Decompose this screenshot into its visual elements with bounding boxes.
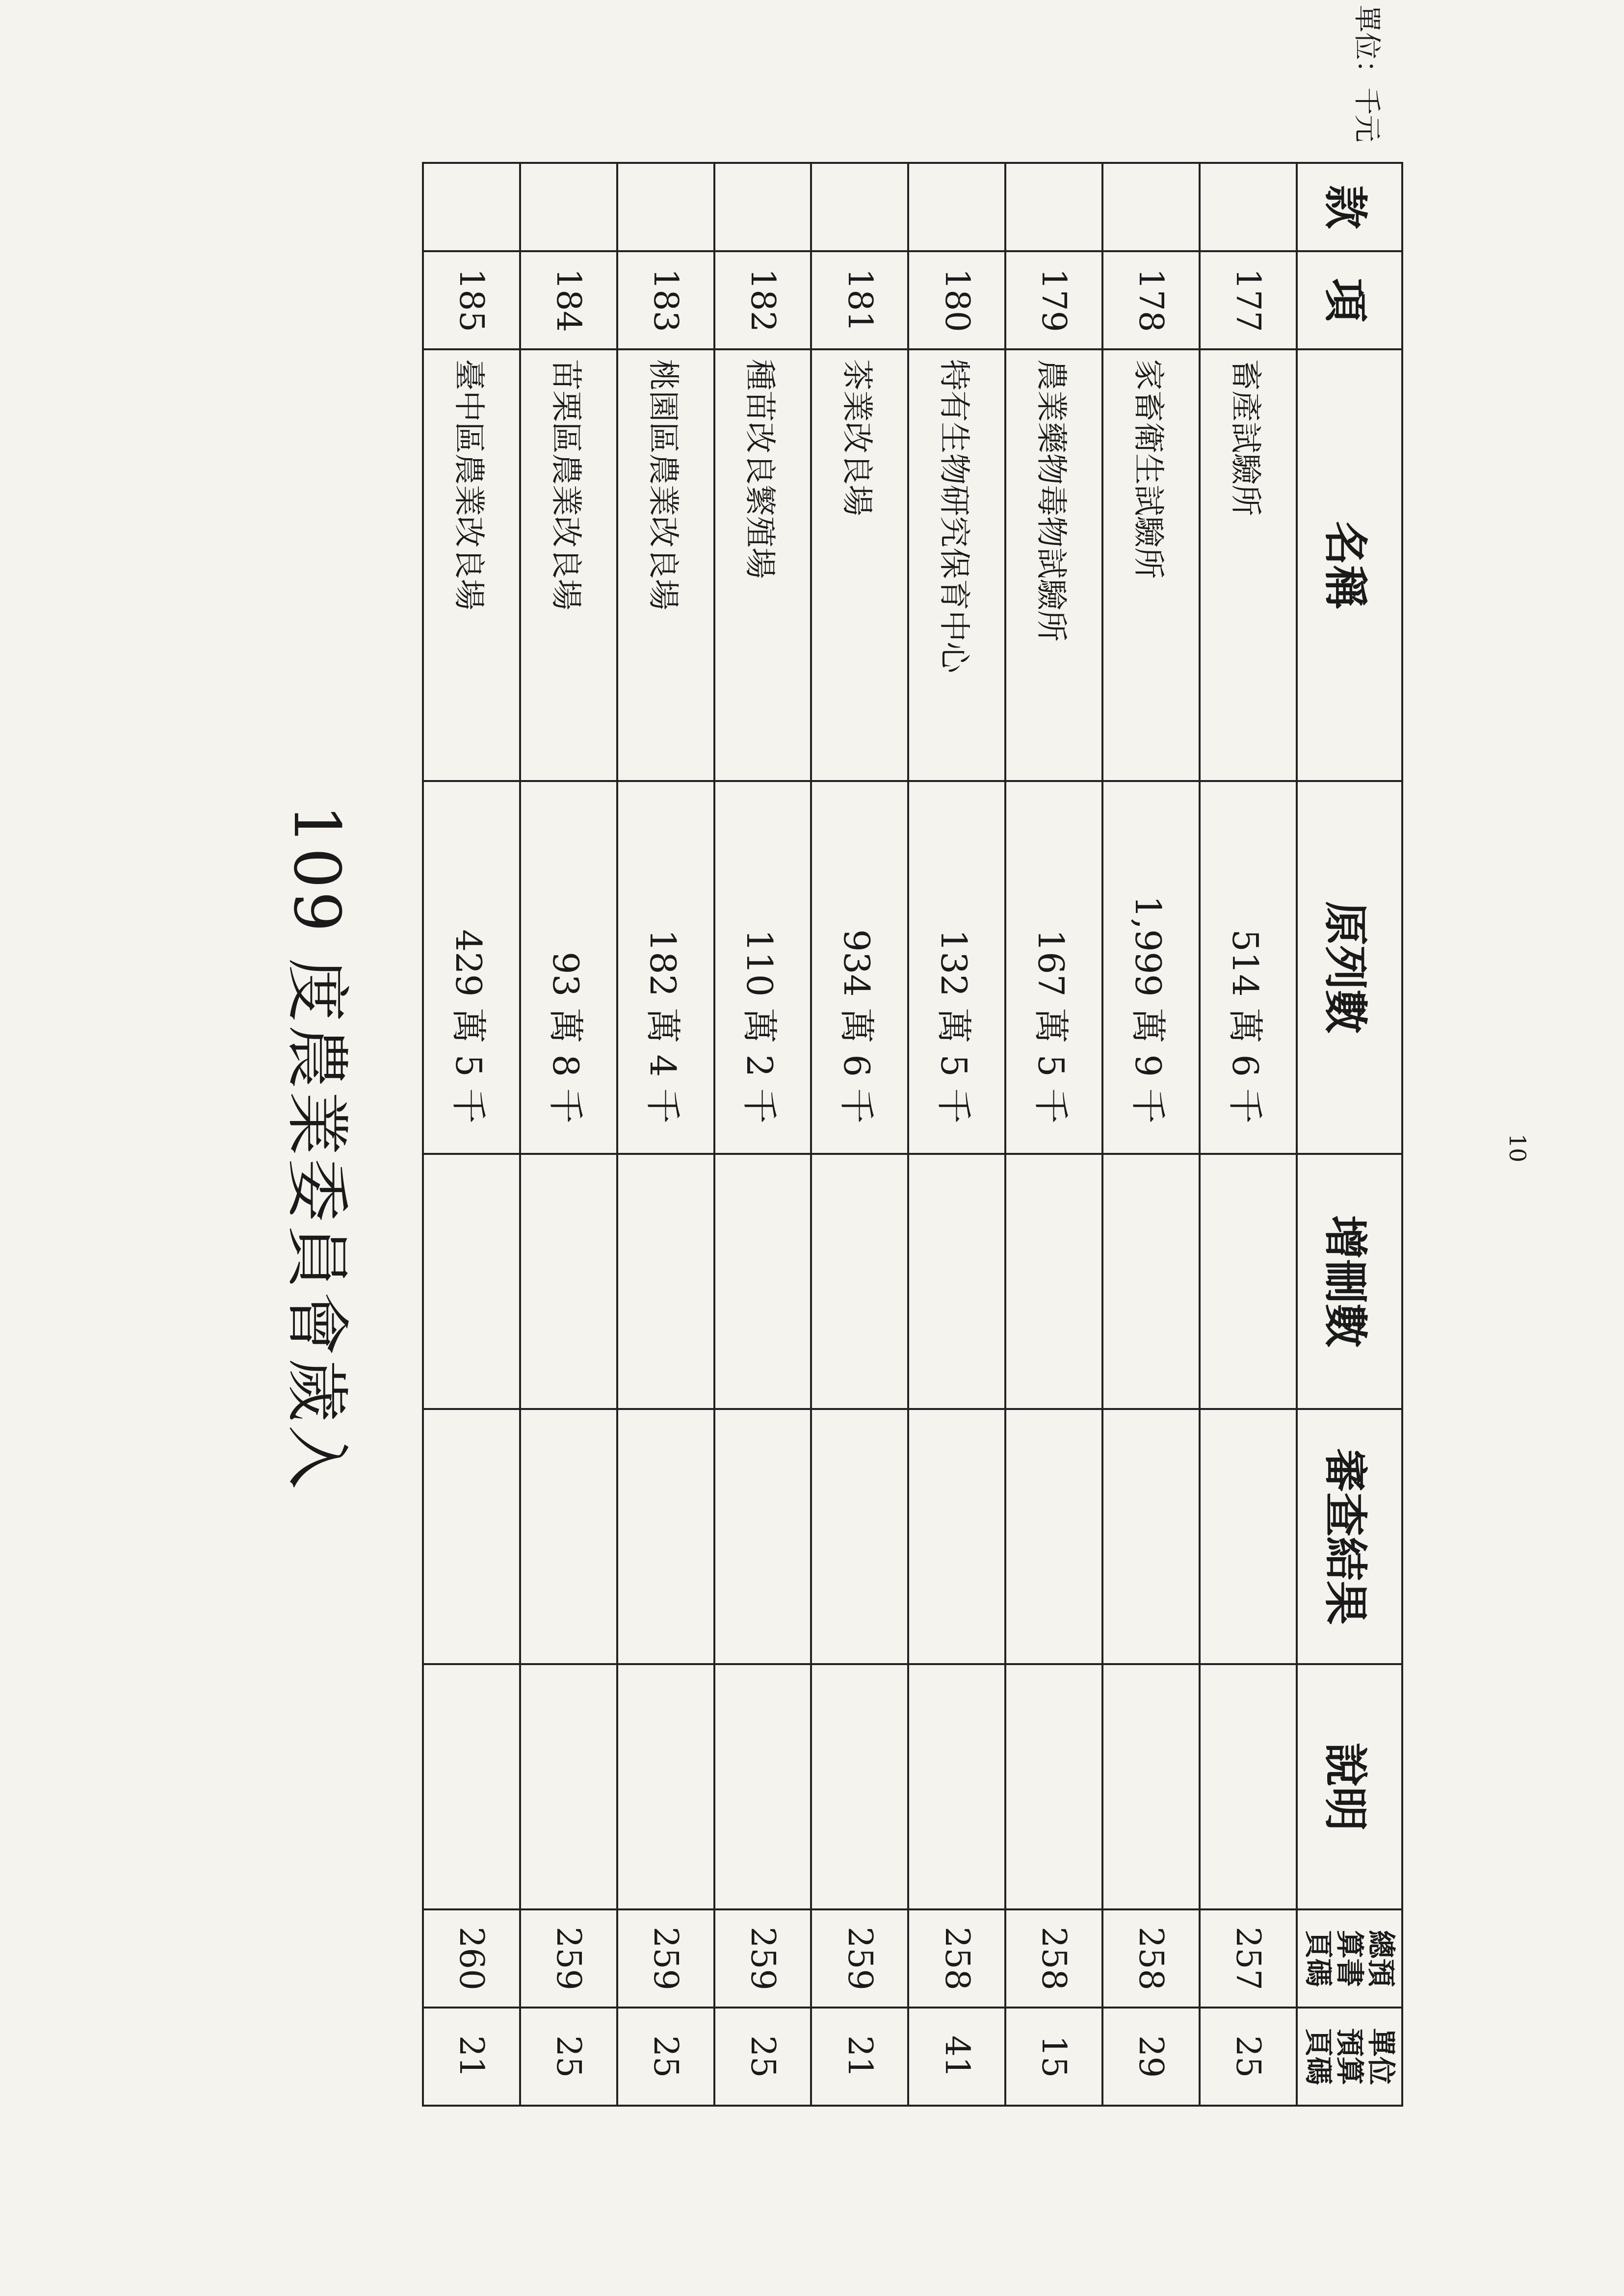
table-row [714, 163, 812, 2106]
header-amount: 原列數 [1297, 781, 1402, 1154]
cell-unit-page: 25 [520, 2008, 617, 2106]
table-row [908, 163, 1005, 2106]
cell-total-page: 258 [908, 1909, 1005, 2008]
cell-note [714, 1664, 812, 1909]
cell-xiang: 179 [1005, 251, 1102, 349]
cell-amount: 1,999 萬 9 千 [1102, 781, 1200, 1154]
cell-unit-page: 25 [714, 2008, 812, 2106]
cell-xiang: 183 [617, 251, 714, 349]
page-number: 10 [1504, 1133, 1531, 1163]
cell-change [423, 1154, 520, 1409]
cell-name: 桃園區農業改良場 [617, 349, 714, 781]
cell-change [714, 1154, 812, 1409]
cell-xiang: 181 [811, 251, 908, 349]
cell-unit-page: 29 [1102, 2008, 1200, 2106]
cell-result [908, 1409, 1005, 1664]
cell-unit-page: 41 [908, 2008, 1005, 2106]
cell-amount: 167 萬 5 千 [1005, 781, 1102, 1154]
cell-kuan [811, 163, 908, 251]
header-change: 增刪數 [1297, 1154, 1402, 1409]
cell-kuan [908, 163, 1005, 251]
header-xiang: 項 [1297, 251, 1402, 349]
cell-note [520, 1664, 617, 1909]
header-kuan: 款 [1297, 163, 1402, 251]
cell-xiang: 178 [1102, 251, 1200, 349]
budget-table [422, 162, 1403, 2107]
cell-kuan [520, 163, 617, 251]
cell-change [1200, 1154, 1297, 1409]
cell-total-page: 257 [1200, 1909, 1297, 2008]
cell-result [1200, 1409, 1297, 1664]
cell-kuan [714, 163, 812, 251]
header-note: 說明 [1297, 1664, 1402, 1909]
header-result: 審查結果 [1297, 1409, 1402, 1664]
cell-total-page: 259 [617, 1909, 714, 2008]
cell-amount: 110 萬 2 千 [714, 781, 812, 1154]
cell-amount: 514 萬 6 千 [1200, 781, 1297, 1154]
cell-name: 農業藥物毒物試驗所 [1005, 349, 1102, 781]
cell-kuan [1005, 163, 1102, 251]
cell-change [1102, 1154, 1200, 1409]
cell-name: 家畜衛生試驗所 [1102, 349, 1200, 781]
cell-xiang: 180 [908, 251, 1005, 349]
cell-xiang: 185 [423, 251, 520, 349]
table-row [520, 163, 617, 2106]
cell-name: 特有生物研究保育中心 [908, 349, 1005, 781]
cell-result [520, 1409, 617, 1664]
cell-total-page: 259 [811, 1909, 908, 2008]
cell-note [1200, 1664, 1297, 1909]
cell-result [1005, 1409, 1102, 1664]
cell-total-page: 259 [520, 1909, 617, 2008]
cell-xiang: 184 [520, 251, 617, 349]
cell-xiang: 177 [1200, 251, 1297, 349]
table-row [617, 163, 714, 2106]
cell-amount: 93 萬 8 千 [520, 781, 617, 1154]
cell-amount: 429 萬 5 千 [423, 781, 520, 1154]
table-row [1102, 163, 1200, 2106]
cell-total-page: 258 [1102, 1909, 1200, 2008]
cell-total-page: 259 [714, 1909, 812, 2008]
cell-change [520, 1154, 617, 1409]
cell-name: 種苗改良繁殖場 [714, 349, 812, 781]
cell-unit-page: 21 [811, 2008, 908, 2106]
cell-name: 苗栗區農業改良場 [520, 349, 617, 781]
cell-result [423, 1409, 520, 1664]
cell-kuan [1200, 163, 1297, 251]
cell-note [908, 1664, 1005, 1909]
table-row [1005, 163, 1102, 2106]
cell-result [1102, 1409, 1200, 1664]
cell-name: 茶業改良場 [811, 349, 908, 781]
cell-amount: 182 萬 4 千 [617, 781, 714, 1154]
cell-note [1005, 1664, 1102, 1909]
header-name: 名稱 [1297, 349, 1402, 781]
cell-amount: 132 萬 5 千 [908, 781, 1005, 1154]
cell-amount: 934 萬 6 千 [811, 781, 908, 1154]
cell-unit-page: 25 [617, 2008, 714, 2106]
table-row [1200, 163, 1297, 2106]
cell-note [811, 1664, 908, 1909]
table-body [423, 163, 1297, 2106]
cell-kuan [423, 163, 520, 251]
cell-name: 臺中區農業改良場 [423, 349, 520, 781]
document-title: 109 度農業委員會歲入 [280, 804, 354, 1492]
cell-change [908, 1154, 1005, 1409]
cell-note [617, 1664, 714, 1909]
cell-kuan [1102, 163, 1200, 251]
cell-total-page: 260 [423, 1909, 520, 2008]
cell-unit-page: 15 [1005, 2008, 1102, 2106]
cell-result [714, 1409, 812, 1664]
cell-unit-page: 25 [1200, 2008, 1297, 2106]
cell-change [1005, 1154, 1102, 1409]
cell-result [811, 1409, 908, 1664]
budget-table-wrap [422, 162, 1403, 2085]
cell-change [617, 1154, 714, 1409]
header-unit-page: 單位預算頁碼 [1297, 2008, 1402, 2106]
cell-kuan [617, 163, 714, 251]
unit-label: 單位：千元 [1351, 5, 1383, 142]
cell-note [423, 1664, 520, 1909]
table-row [811, 163, 908, 2106]
cell-total-page: 258 [1005, 1909, 1102, 2008]
cell-change [811, 1154, 908, 1409]
cell-unit-page: 21 [423, 2008, 520, 2106]
cell-xiang: 182 [714, 251, 812, 349]
table-row [423, 163, 520, 2106]
cell-result [617, 1409, 714, 1664]
cell-name: 畜產試驗所 [1200, 349, 1297, 781]
cell-note [1102, 1664, 1200, 1909]
header-total-page: 總預算書頁碼 [1297, 1909, 1402, 2008]
table-header-row [1297, 163, 1402, 2106]
